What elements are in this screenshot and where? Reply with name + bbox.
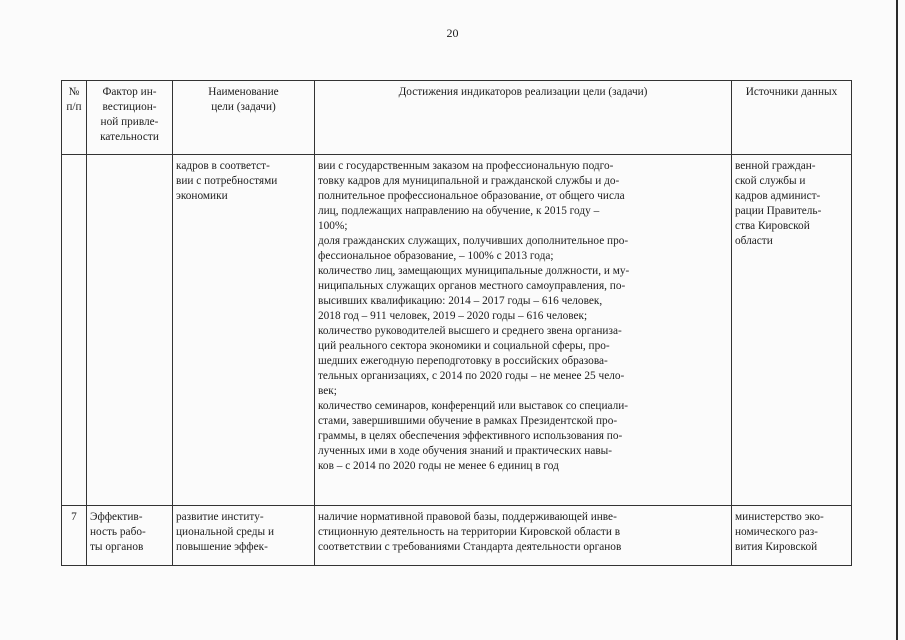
num-cell	[62, 155, 87, 506]
cell-text-line: лученных ими в ходе обучения знаний и практических навы-	[318, 445, 613, 457]
cell-text-line: наличие нормативной правовой базы, поддерживающей инве-	[318, 511, 617, 523]
cell-text-line: ниципальных служащих органов местного самоуправления, по-	[318, 280, 626, 292]
page-number: 20	[446, 26, 459, 40]
cell-text-line: ства Кировской	[735, 220, 810, 232]
factor-cell	[87, 155, 173, 506]
cell-text-line: цели (задачи)	[211, 101, 276, 113]
scan-edge	[896, 0, 898, 640]
cell-text-line: тельных организациях, с 2014 по 2020 годы – не менее 25 чело-	[318, 370, 625, 382]
task-cell	[173, 155, 315, 506]
cell-text-line: шедших ежегодную переподготовку в российских образова-	[318, 355, 608, 367]
cell-text-line: Достижения индикаторов реализации цели (задачи)	[398, 86, 648, 98]
cell-text-line: товку кадров для муниципальной и гражданской службы и до-	[318, 175, 620, 187]
cell-text-line: п/п	[66, 101, 82, 113]
cell-text-line: повышение эффек-	[176, 541, 268, 553]
cell-text-line: фессиональное образование, – 100% с 2013 года;	[318, 250, 554, 262]
indicators-cell	[315, 506, 732, 566]
cell-text-line: стиционную деятельность на территории Кировской области в	[318, 526, 621, 538]
cell-text-line: соответствии с требованиями Стандарта деятельности органов	[318, 541, 622, 553]
header-sources-cell	[732, 81, 852, 155]
cell-text-line: области	[735, 235, 773, 247]
cell-text-line: 100%;	[318, 220, 348, 232]
cell-text-line: Фактор ин-	[102, 86, 157, 98]
indicator-table	[61, 80, 852, 566]
cell-text-line: высивших квалификацию: 2014 – 2017 годы – 616 человек,	[318, 295, 603, 307]
cell-text-line: экономики	[176, 190, 228, 202]
cell-text-line: ской службы и	[735, 175, 806, 187]
cell-text-line: кадров в соответст-	[176, 160, 270, 172]
cell-text-line: ной привле-	[100, 116, 159, 128]
cell-text-line: количество лиц, замещающих муниципальные должности, и му-	[318, 265, 630, 277]
sources-cell	[732, 506, 852, 566]
cell-text-line: №	[68, 86, 80, 98]
cell-text-line: вестицион-	[102, 101, 157, 113]
table-row	[62, 506, 852, 566]
factor-cell	[87, 506, 173, 566]
table-row	[62, 155, 852, 506]
cell-text-line: количество семинаров, конференций или выставок со специали-	[318, 400, 629, 412]
header-factor-cell	[87, 81, 173, 155]
cell-text-line: Источники данных	[745, 86, 838, 98]
cell-text-line: доля гражданских служащих, получивших дополнительное про-	[318, 235, 629, 247]
cell-text-line: граммы, в целях обеспечения эффективного использования по-	[318, 430, 623, 442]
sources-cell	[732, 155, 852, 506]
cell-text-line: 2018 год – 911 человек, 2019 – 2020 годы – 616 человек;	[318, 310, 588, 322]
cell-text-line: вития Кировской	[735, 541, 818, 553]
cell-text-line: ты органов	[90, 541, 144, 553]
cell-text-line: министерство эко-	[735, 511, 824, 523]
table-header-row	[62, 81, 852, 155]
cell-text-line: ность рабо-	[90, 526, 146, 538]
cell-text-line: век;	[318, 385, 337, 397]
cell-text-line: полнительное профессиональное образование, от общего числа	[318, 190, 625, 202]
cell-text-line: кательности	[100, 131, 159, 143]
cell-text-line: Эффектив-	[90, 511, 143, 523]
cell-text-line: вии с государственным заказом на профессиональную подго-	[318, 160, 614, 172]
cell-text-line: рации Правитель-	[735, 205, 822, 217]
cell-text-line: циональной среды и	[176, 526, 274, 538]
indicators-cell	[315, 155, 732, 506]
header-num-cell	[62, 81, 87, 155]
header-indicators-cell	[315, 81, 732, 155]
cell-text-line: лиц, подлежащих направлению на обучение, к 2015 году –	[318, 205, 600, 217]
num-cell	[62, 506, 87, 566]
cell-text-line: венной граждан-	[735, 160, 816, 172]
cell-text-line: ков – с 2014 по 2020 годы не менее 6 единиц в год	[318, 460, 559, 472]
cell-text-line: ций реального сектора экономики и социальной сферы, про-	[318, 340, 610, 352]
cell-text-line: количество руководителей высшего и среднего звена организа-	[318, 325, 622, 337]
cell-text-line: Наименование	[208, 86, 279, 98]
cell-text-line: развитие институ-	[176, 511, 264, 523]
cell-text-line: 7	[71, 511, 77, 523]
cell-text-line: кадров админист-	[735, 190, 821, 202]
cell-text-line: вии с потребностями	[176, 175, 278, 187]
cell-text-line: стами, завершившими обучение в рамках Президентской про-	[318, 415, 618, 427]
task-cell	[173, 506, 315, 566]
header-task-cell	[173, 81, 315, 155]
cell-text-line: номического раз-	[735, 526, 818, 538]
